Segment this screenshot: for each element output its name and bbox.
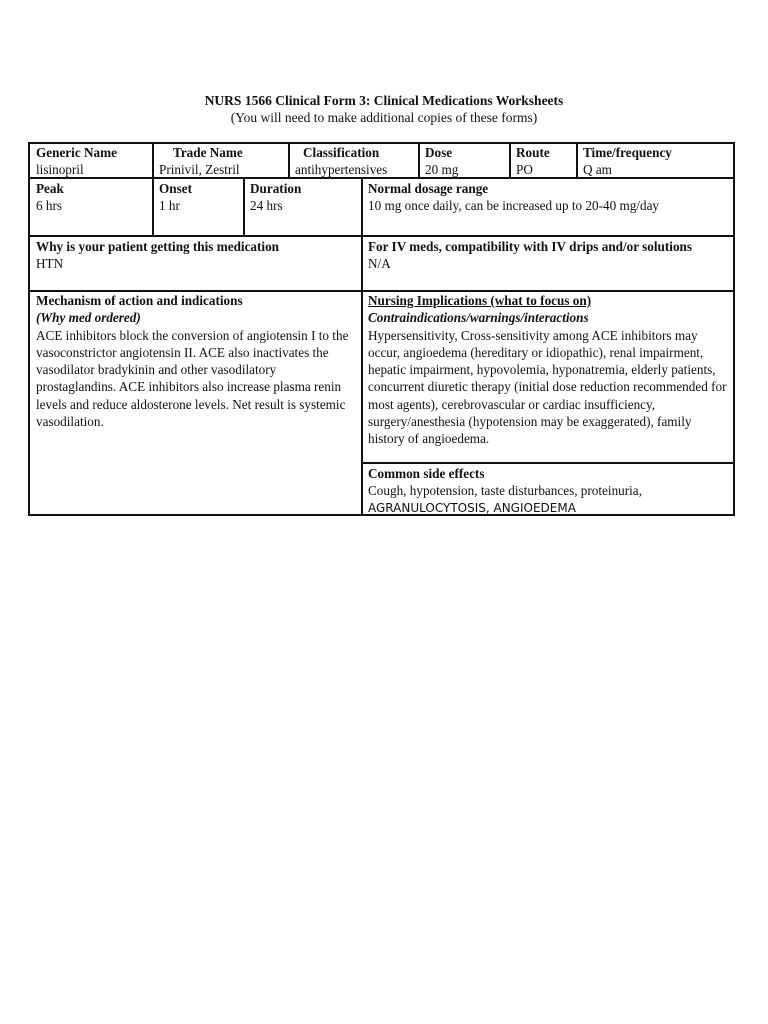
generic-name-cell: [30, 143, 152, 179]
iv-compat-label: For IV meds, compatibility with IV drips and/or solutions: [368, 239, 693, 254]
time-frequency-cell: [577, 143, 733, 179]
onset-value: 1 hr: [159, 198, 180, 214]
route-value: PO: [516, 162, 533, 178]
onset-cell: [153, 179, 243, 215]
nursing-implications-text: Hypersensitivity, Cross-sensitivity among ACE inhibitors may occur, angioedema (hereditary or idiopathic), renal impairment, hepatic impairment, hypovolemia, hyponatremia, elderly patients, concurrent diuretic therapy (initial dose reduction recommended for most agents), cerebrovascular or cardiac insufficiency, surgery/anesthesia (hypotension may be exaggerated), family history of angioedema.: [368, 327, 727, 447]
peak-cell: [30, 179, 152, 215]
classification-label: Classification: [303, 145, 380, 160]
onset-label: Onset: [159, 181, 192, 196]
trade-name-value: Prinivil, Zestril: [159, 162, 240, 178]
medication-worksheet-table: [28, 142, 735, 516]
duration-value: 24 hrs: [250, 198, 283, 214]
mechanism-label: Mechanism of action and indications: [36, 293, 243, 308]
iv-compat-value: N/A: [368, 256, 391, 272]
side-effects-text: Cough, hypotension, taste disturbances, proteinuria,: [368, 483, 642, 499]
mechanism-cell: [30, 291, 361, 430]
nursing-implications-cell: [362, 291, 733, 448]
route-label: Route: [516, 145, 550, 160]
time-frequency-label: Time/frequency: [583, 145, 672, 160]
side-effects-label: Common side effects: [368, 466, 485, 481]
peak-value: 6 hrs: [36, 198, 63, 214]
table-border-right: [733, 142, 735, 516]
nursing-implications-label: Nursing Implications (what to focus on): [368, 293, 592, 308]
mechanism-text: ACE inhibitors block the conversion of angiotensin I to the vasoconstrictor angiotensin II. ACE also inactivates the vasodilator bradykinin and other vasodilatory prostaglandins. ACE inhibitors also increase plasma renin levels and reduce aldosterone levels. Net result is systemic vasodilation.: [36, 327, 349, 430]
why-cell: [30, 237, 361, 273]
dosage-range-label: Normal dosage range: [368, 181, 489, 196]
why-label: Why is your patient getting this medication: [36, 239, 280, 254]
trade-name-label: Trade Name: [173, 145, 243, 160]
dose-value: 20 mg: [425, 162, 459, 178]
dosage-range-value: 10 mg once daily, can be increased up to 20-40 mg/day: [368, 198, 660, 214]
classification-value: antihypertensives: [295, 162, 388, 178]
mechanism-sublabel: (Why med ordered): [36, 310, 141, 326]
side-effects-text-caps: AGRANULOCYTOSIS, ANGIOEDEMA: [368, 500, 576, 515]
time-frequency-value: Q am: [583, 162, 612, 178]
nursing-implications-sublabel: Contraindications/warnings/interactions: [368, 310, 589, 326]
dose-label: Dose: [425, 145, 453, 160]
dosage-range-cell: [362, 179, 733, 215]
classification-cell: [289, 143, 418, 179]
dose-cell: [419, 143, 509, 179]
why-value: HTN: [36, 256, 64, 272]
duration-cell: [244, 179, 361, 215]
route-cell: [510, 143, 576, 179]
peak-label: Peak: [36, 181, 64, 196]
iv-compat-cell: [362, 237, 733, 273]
generic-name-label: Generic Name: [36, 145, 117, 160]
generic-name-value: lisinopril: [36, 162, 84, 178]
side-effects-cell: [362, 464, 733, 517]
page-title: NURS 1566 Clinical Form 3: Clinical Medications Worksheets: [204, 93, 564, 108]
duration-label: Duration: [250, 181, 302, 196]
page-subtitle: (You will need to make additional copies of these forms): [230, 110, 538, 125]
trade-name-cell: [153, 143, 288, 179]
